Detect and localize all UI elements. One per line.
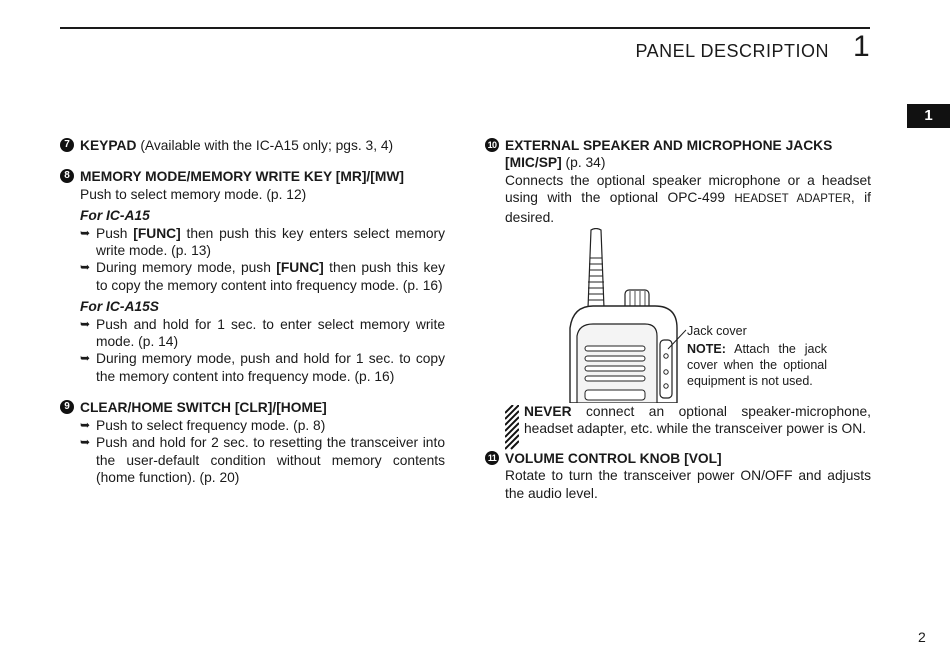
item-description: Connects the optional speaker microphone or a headset using with the optional OPC-499 HEADSET ADAPTER, if desired. [505,172,871,225]
left-column [60,137,445,486]
model-subheading: For IC-A15 [80,208,150,224]
item-keypad [60,137,445,154]
key-label: [FUNC] [133,225,181,241]
item-clear-home [60,399,445,486]
arrow-icon: ➥ [80,351,91,366]
key-label: [FUNC] [276,260,324,276]
instruction-step: ➥ Push [FUNC] then push this key enters select memory write mode. (p. 13) [80,225,445,259]
instruction-step: ➥ Push to select frequency mode. (p. 8) [80,417,326,433]
model-subheading: For IC-A15S [80,299,159,315]
item-memory-key [60,168,445,385]
warning-notice [505,403,871,438]
right-column [485,137,871,502]
item-title: CLEAR/HOME SWITCH [CLR]/[HOME] [80,400,327,416]
item-number-badge: 8 [60,169,74,183]
item-number-badge: 7 [60,138,74,152]
instruction-step: ➥ During memory mode, push and hold for 1 sec. to copy the memory content into frequency mode. (p. 16) [80,351,445,384]
transceiver-illustration [505,228,891,403]
callout-note: NOTE: Attach the jack cover when the optional equipment is not used. [687,342,827,389]
warning-text: connect an optional speaker-microphone, headset adapter, etc. while the transceiver power is ON. [524,404,871,437]
item-volume-knob [485,450,871,502]
instruction-step: ➥ During memory mode, push [FUNC] then push this key to copy the memory content into frequency mode. (p. 16) [80,260,445,293]
section-title: PANEL DESCRIPTION [635,41,829,61]
item-number-badge: 11 [485,451,499,465]
warning-label: NEVER [524,404,572,420]
instruction-step: ➥ Push and hold for 1 sec. to enter select memory write mode. (p. 14) [80,316,445,350]
warning-hatch-icon [505,405,519,451]
header-rule [60,27,870,29]
item-note: (Available with the IC-A15 only; pgs. 3, 4) [136,138,394,153]
arrow-icon: ➥ [80,435,91,450]
page-reference: (p. 34) [561,155,606,171]
item-number-badge: 9 [60,400,74,414]
callout-title: Jack cover [687,324,747,339]
arrow-icon: ➥ [80,260,91,275]
jack-cover-callout [687,323,827,389]
item-description: Push to select memory mode. (p. 12) [80,186,307,202]
item-number-badge: 10 [485,138,499,152]
chapter-number: 1 [853,30,870,63]
radio-drawing [505,228,705,403]
item-title: KEYPAD [80,138,137,153]
instruction-step: ➥ Push and hold for 2 sec. to resetting the transceiver into the user-default condition without memory contents (home function). (p. 20) [80,435,445,485]
chapter-tab: 1 [907,104,950,128]
arrow-icon: ➥ [80,316,91,331]
item-speaker-jacks [485,137,871,438]
item-title: EXTERNAL SPEAKER AND MICROPHONE JACKS [MIC/SP] [505,138,833,171]
arrow-icon: ➥ [80,225,91,240]
item-title: MEMORY MODE/MEMORY WRITE KEY [MR]/[MW] [80,169,404,185]
item-title: VOLUME CONTROL KNOB [VOL] [505,450,722,466]
item-description: Rotate to turn the transceiver power ON/OFF and adjusts the audio level. [505,468,871,501]
arrow-icon: ➥ [80,417,91,432]
page-number: 2 [918,629,926,645]
